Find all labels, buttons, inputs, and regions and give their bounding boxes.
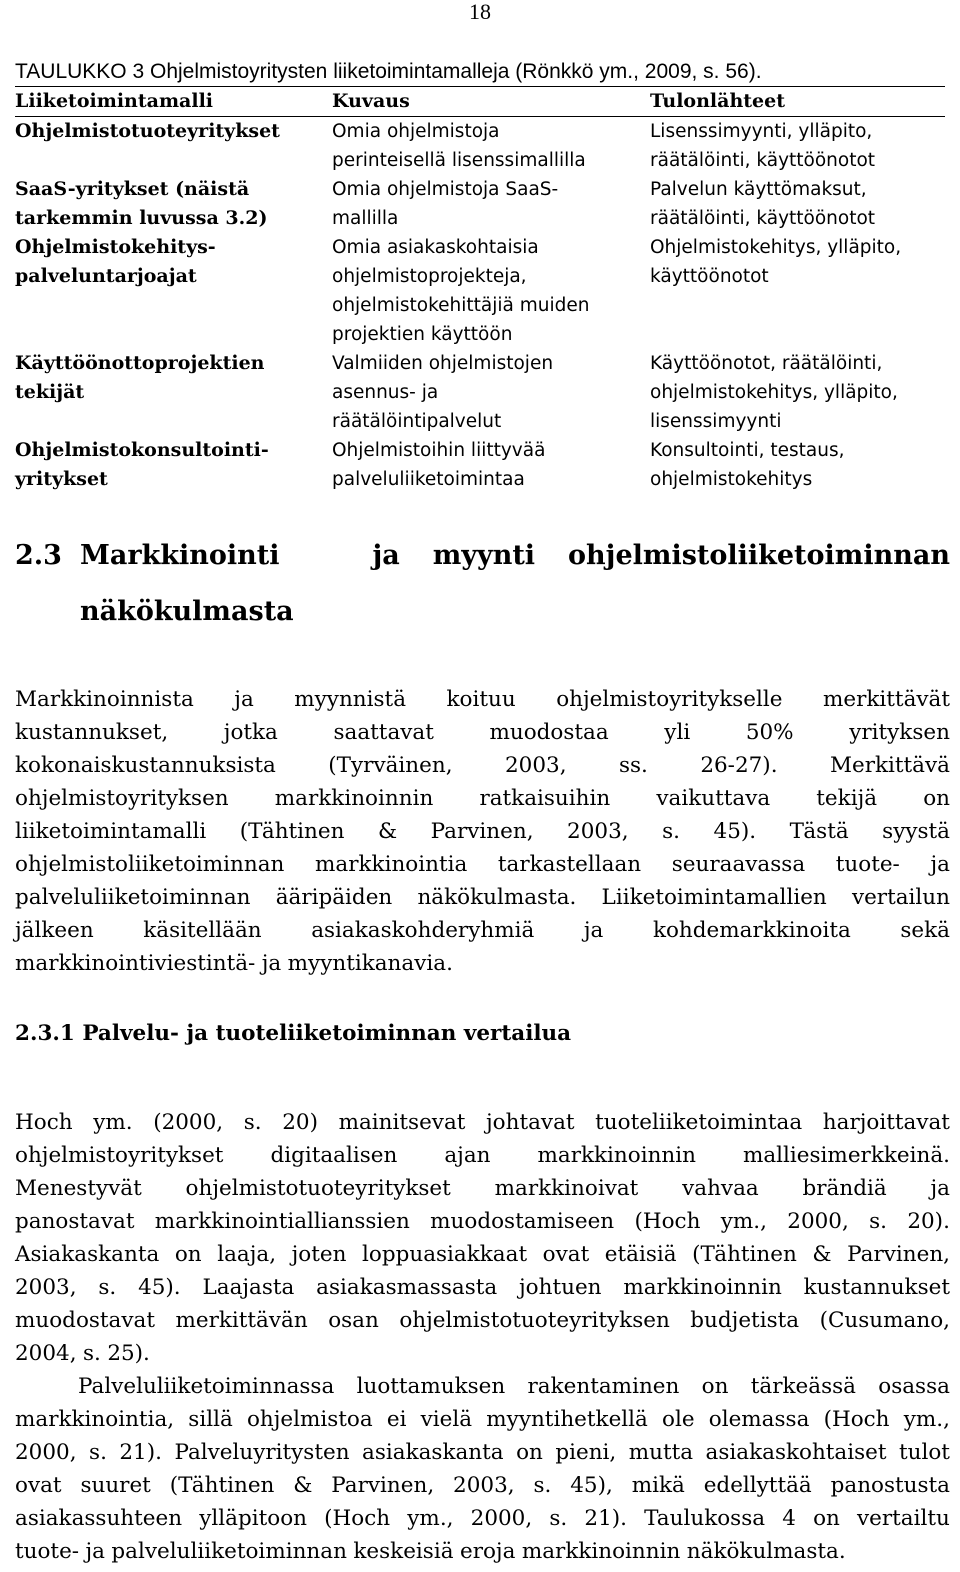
word: ratkaisuihin	[479, 786, 611, 811]
word: 20).	[907, 1209, 950, 1234]
word: s.	[533, 1473, 552, 1498]
paragraph-marketing-costs	[15, 683, 950, 980]
text-line	[15, 749, 950, 782]
word: Asiakaskanta	[15, 1242, 160, 1267]
cell-text-line: palveluliiketoimintaa	[332, 469, 525, 490]
word: (2000,	[153, 1110, 224, 1135]
word: ohjelmistoyritykselle	[556, 687, 783, 712]
word: ohjelmistoyrityksen	[15, 786, 229, 811]
word: on	[923, 786, 950, 811]
text-line	[15, 914, 950, 947]
text-line	[15, 881, 950, 914]
word: kokonaiskustannuksista	[15, 753, 276, 778]
word: s.	[98, 1275, 117, 1300]
word: 45).	[138, 1275, 181, 1300]
cell-text-line: räätälöintipalvelut	[332, 411, 502, 432]
word: 50%	[745, 720, 794, 745]
word: muodostamiseen	[430, 1209, 615, 1234]
word: markkinointia,	[15, 1407, 175, 1432]
word: jälkeen	[15, 918, 94, 943]
word: &	[812, 1242, 832, 1267]
section-title-word: myynti	[432, 540, 536, 571]
word: asiakaskohtaiset	[705, 1440, 887, 1465]
word: ovat	[542, 1242, 590, 1267]
header-business-model: Liiketoimintamalli	[15, 87, 332, 117]
word: 2004,	[15, 1341, 77, 1366]
word: Tästä	[789, 819, 849, 844]
cell-revenue-sources	[650, 436, 945, 494]
word: ym.,	[407, 1506, 454, 1531]
cell-revenue-sources	[650, 349, 945, 436]
cell-revenue-sources	[650, 175, 945, 233]
word: ja	[930, 1176, 950, 1201]
word: kustannukset,	[15, 720, 169, 745]
word: palveluliiketoiminnan	[111, 1539, 347, 1564]
word: eroja	[459, 1539, 516, 1564]
word: on	[516, 1440, 543, 1465]
cell-description	[332, 175, 650, 233]
word: asiakaskanta	[362, 1440, 504, 1465]
cell-text-line: Ohjelmistokehitys-	[15, 236, 216, 258]
word: Palveluyritysten	[174, 1440, 350, 1465]
word: edellyttää	[703, 1473, 812, 1498]
word: tuote-	[835, 852, 900, 877]
word: s.	[243, 1110, 262, 1135]
subsection-heading: 2.3.1 Palvelu- ja tuoteliiketoiminnan vertailua	[15, 1021, 572, 1046]
text-line	[15, 782, 950, 815]
word: 2000,	[787, 1209, 849, 1234]
table-body	[15, 117, 945, 495]
word: Hoch	[15, 1110, 73, 1135]
word: Menestyvät	[15, 1176, 142, 1201]
word: ym.,	[903, 1407, 950, 1432]
word: sekä	[900, 918, 950, 943]
table-row	[15, 175, 945, 233]
word: vertailtu	[857, 1506, 950, 1531]
word: tuote-	[15, 1539, 80, 1564]
text-line	[15, 1304, 950, 1337]
word: ym.,	[720, 1209, 767, 1234]
word: näkökulmasta.	[417, 885, 577, 910]
word: käsitellään	[143, 918, 262, 943]
word: ajan	[444, 1143, 491, 1168]
word: ohjelmistotuoteyrityksen	[399, 1308, 670, 1333]
table-row	[15, 349, 945, 436]
word: tulot	[899, 1440, 950, 1465]
cell-text-line: projektien käyttöön	[332, 324, 513, 345]
word: osan	[328, 1308, 379, 1333]
text-line	[15, 1535, 950, 1568]
cell-text-line: Ohjelmistokonsultointi-	[15, 439, 269, 461]
text-line	[15, 1238, 950, 1271]
section-heading	[15, 528, 950, 640]
word: ovat	[15, 1473, 62, 1498]
section-heading-line-1	[15, 528, 950, 584]
text-line	[15, 1370, 950, 1403]
word: ohjelmistoliiketoiminnan	[15, 852, 285, 877]
cell-text-line: Käyttöönottoprojektien	[15, 352, 265, 374]
section-title-word: Markkinointi	[80, 540, 280, 571]
word: suuret	[80, 1473, 151, 1498]
word: markkinoinnin	[521, 1539, 681, 1564]
word: muodostavat	[15, 1308, 155, 1333]
word: luottamuksen	[356, 1374, 506, 1399]
word: asiakaskohderyhmiä	[311, 918, 535, 943]
cell-text-line: Käyttöönotot, räätälöinti,	[650, 353, 883, 374]
word: (Hoch	[823, 1407, 890, 1432]
word: 2000,	[470, 1506, 533, 1531]
word: s.	[549, 1506, 568, 1531]
cell-business-model	[15, 117, 332, 176]
word: (Tyrväinen,	[328, 753, 453, 778]
cell-text-line: Ohjelmistoihin liittyvää	[332, 440, 546, 461]
cell-text-line: ohjelmistokehittäjiä muiden	[332, 295, 590, 316]
table-header-row	[15, 87, 945, 117]
text-line	[15, 947, 950, 980]
cell-text-line: perinteisellä lisenssimallilla	[332, 150, 586, 171]
paragraph-product-business	[15, 1106, 950, 1370]
cell-revenue-sources	[650, 233, 945, 349]
cell-description	[332, 117, 650, 176]
word: panostavat	[15, 1209, 135, 1234]
cell-description	[332, 349, 650, 436]
word: markkinointiallianssien	[154, 1209, 410, 1234]
cell-text-line: SaaS-yritykset (näistä	[15, 178, 250, 200]
table-row	[15, 436, 945, 494]
word: Merkittävä	[829, 753, 950, 778]
cell-text-line: tekijät	[15, 381, 85, 403]
section-number: 2.3	[15, 540, 62, 571]
cell-text-line: Ohjelmistokehitys, ylläpito,	[650, 237, 902, 258]
cell-text-line: Lisenssimyynti, ylläpito,	[650, 121, 873, 142]
word: on	[813, 1506, 840, 1531]
word: ylläpitoon	[199, 1506, 307, 1531]
word: 45).	[713, 819, 757, 844]
word: pieni,	[555, 1440, 617, 1465]
word: 21).	[119, 1440, 162, 1465]
word: markkinointia	[315, 852, 468, 877]
word: palveluliiketoiminnan	[15, 885, 251, 910]
cell-text-line: Ohjelmistotuoteyritykset	[15, 120, 280, 142]
word: Palveluliiketoiminnassa	[78, 1374, 335, 1399]
word: loppuasiakkaat	[362, 1242, 528, 1267]
word: tarkastellaan	[497, 852, 642, 877]
section-title-word: ohjelmistoliiketoiminnan	[568, 540, 950, 571]
word: (Tähtinen	[239, 819, 345, 844]
word: Markkinoinnista	[15, 687, 194, 712]
word: on	[701, 1374, 729, 1399]
word: 2003,	[453, 1473, 515, 1498]
business-models-table	[15, 86, 945, 494]
word: muodostaa	[489, 720, 609, 745]
cell-business-model	[15, 349, 332, 436]
word: brändiä	[802, 1176, 887, 1201]
word: vaikuttava	[656, 786, 771, 811]
text-line	[15, 1403, 950, 1436]
word: (Tähtinen	[169, 1473, 275, 1498]
word: mikä	[631, 1473, 685, 1498]
word: osassa	[878, 1374, 950, 1399]
word: keskeisiä	[353, 1539, 454, 1564]
word: markkinoinnin	[623, 1275, 782, 1300]
word: vertailun	[851, 885, 950, 910]
word: myynnistä	[294, 687, 407, 712]
word: tuoteliiketoimintaa	[595, 1110, 803, 1135]
word: mutta	[628, 1440, 694, 1465]
cell-text-line: mallilla	[332, 208, 399, 229]
word: ole	[662, 1407, 695, 1432]
word: mainitsevat	[338, 1110, 466, 1135]
word: ss.	[618, 753, 648, 778]
word: yrityksen	[849, 720, 950, 745]
word: panostusta	[830, 1473, 950, 1498]
word: ym.	[93, 1110, 133, 1135]
word: johtavat	[486, 1110, 575, 1135]
cell-text-line: tarkemmin luvussa 3.2)	[15, 207, 268, 229]
word: &	[378, 819, 398, 844]
word: Taulukossa	[644, 1506, 766, 1531]
word: ei	[386, 1407, 407, 1432]
word: 2003,	[504, 753, 567, 778]
word: (Hoch	[634, 1209, 701, 1234]
word: liiketoimintamalli	[15, 819, 207, 844]
word: markkinoinnin	[537, 1143, 696, 1168]
section-heading-line-2: näkökulmasta	[80, 596, 294, 627]
cell-text-line: räätälöinti, käyttöönotot	[650, 208, 876, 229]
cell-business-model	[15, 233, 332, 349]
word: sillä	[188, 1407, 233, 1432]
word: saattavat	[333, 720, 434, 745]
word: seuraavassa	[671, 852, 806, 877]
text-line	[15, 848, 950, 881]
text-line	[15, 716, 950, 749]
word: s.	[662, 819, 680, 844]
word: 20)	[282, 1110, 318, 1135]
word: tekijä	[816, 786, 878, 811]
word: digitaalisen	[270, 1143, 398, 1168]
word: on	[174, 1242, 202, 1267]
cell-text-line: Palvelun käyttömaksut,	[650, 179, 867, 200]
word: 21).	[584, 1506, 627, 1531]
text-line	[15, 1172, 950, 1205]
word: ohjelmistotuoteyritykset	[185, 1176, 451, 1201]
header-revenue-sources: Tulonlähteet	[650, 87, 945, 117]
cell-text-line: käyttöönotot	[650, 266, 769, 287]
word: 45),	[570, 1473, 613, 1498]
word: myyntihetkellä	[486, 1407, 648, 1432]
text-line	[15, 683, 950, 716]
cell-text-line: Valmiiden ohjelmistojen	[332, 353, 554, 374]
paragraph-service-business	[15, 1370, 950, 1568]
text-line	[15, 1106, 950, 1139]
section-title-word: ja	[372, 540, 400, 571]
word: 25).	[107, 1341, 150, 1366]
text-line	[15, 1337, 950, 1370]
word: vielä	[420, 1407, 473, 1432]
cell-description	[332, 233, 650, 349]
word: asiakassuhteen	[15, 1506, 183, 1531]
word: 2000,	[15, 1440, 77, 1465]
cell-text-line: ohjelmistokehitys, ylläpito,	[650, 382, 898, 403]
word: 26-27).	[700, 753, 778, 778]
word: merkittävän	[175, 1308, 308, 1333]
word: johtuen	[519, 1275, 602, 1300]
cell-text-line: Omia ohjelmistoja	[332, 121, 500, 142]
word: myyntikanavia.	[287, 951, 453, 976]
word: Parvinen,	[430, 819, 534, 844]
table-row	[15, 117, 945, 176]
word: Parvinen,	[847, 1242, 950, 1267]
cell-text-line: lisenssimyynti	[650, 411, 782, 432]
word: s.	[89, 1440, 107, 1465]
table-row	[15, 233, 945, 349]
word: harjoittavat	[822, 1110, 950, 1135]
cell-text-line: Konsultointi, testaus,	[650, 440, 845, 461]
word: ja	[261, 951, 282, 976]
word: Laajasta	[202, 1275, 295, 1300]
cell-text-line: räätälöinti, käyttöönotot	[650, 150, 876, 171]
word: joten	[291, 1242, 347, 1267]
word: ja	[930, 852, 950, 877]
cell-text-line: ohjelmistokehitys	[650, 469, 813, 490]
cell-text-line: asennus- ja	[332, 382, 439, 403]
word: ohjelmistoa	[246, 1407, 373, 1432]
text-line	[15, 1271, 950, 1304]
cell-revenue-sources	[650, 117, 945, 176]
word: ja	[234, 687, 254, 712]
word: ohjelmistoyritykset	[15, 1143, 224, 1168]
cell-text-line: yritykset	[15, 468, 108, 490]
word: etäisiä	[604, 1242, 677, 1267]
cell-business-model	[15, 175, 332, 233]
text-line	[15, 815, 950, 848]
text-line	[15, 1205, 950, 1238]
cell-text-line: palveluntarjoajat	[15, 265, 197, 287]
word: malliesimerkkeinä.	[742, 1143, 950, 1168]
page-number: 18	[469, 0, 491, 24]
word: ja	[583, 918, 604, 943]
word: 2003,	[567, 819, 629, 844]
cell-text-line: Omia ohjelmistoja SaaS-	[332, 179, 559, 200]
word: Parvinen,	[331, 1473, 435, 1498]
word: &	[293, 1473, 313, 1498]
word: yli	[664, 720, 691, 745]
word: asiakasmassasta	[316, 1275, 498, 1300]
word: s.	[83, 1341, 101, 1366]
word: 4	[782, 1506, 796, 1531]
cell-description	[332, 436, 650, 494]
text-line	[15, 1502, 950, 1535]
word: koituu	[446, 687, 516, 712]
word: markkinoinnin	[274, 786, 434, 811]
word: jotka	[223, 720, 278, 745]
word: merkittävät	[823, 687, 950, 712]
word: näkökulmasta.	[686, 1539, 846, 1564]
word: Liiketoimintamallien	[601, 885, 827, 910]
word: markkinoivat	[494, 1176, 639, 1201]
table-caption: TAULUKKO 3 Ohjelmistoyritysten liiketoimintamalleja (Rönkkö ym., 2009, s. 56).	[15, 60, 762, 83]
word: tärkeässä	[750, 1374, 856, 1399]
word: budjetista	[690, 1308, 800, 1333]
word: rakentaminen	[527, 1374, 680, 1399]
cell-text-line: ohjelmistoprojekteja,	[332, 266, 527, 287]
word: (Tähtinen	[692, 1242, 797, 1267]
word: kohdemarkkinoita	[652, 918, 851, 943]
header-description: Kuvaus	[332, 87, 650, 117]
word: (Hoch	[324, 1506, 391, 1531]
text-line	[15, 1469, 950, 1502]
word: markkinointiviestintä-	[15, 951, 256, 976]
word: ääripäiden	[275, 885, 393, 910]
cell-business-model	[15, 436, 332, 494]
word: 2003,	[15, 1275, 77, 1300]
word: (Cusumano,	[819, 1308, 950, 1333]
text-line	[15, 1436, 950, 1469]
word: ja	[85, 1539, 105, 1564]
word: s.	[869, 1209, 888, 1234]
text-line	[15, 1139, 950, 1172]
word: syystä	[882, 819, 950, 844]
word: vahvaa	[682, 1176, 759, 1201]
word: olemassa	[708, 1407, 810, 1432]
word: kustannukset	[803, 1275, 950, 1300]
word: laaja,	[217, 1242, 277, 1267]
cell-text-line: Omia asiakaskohtaisia	[332, 237, 539, 258]
